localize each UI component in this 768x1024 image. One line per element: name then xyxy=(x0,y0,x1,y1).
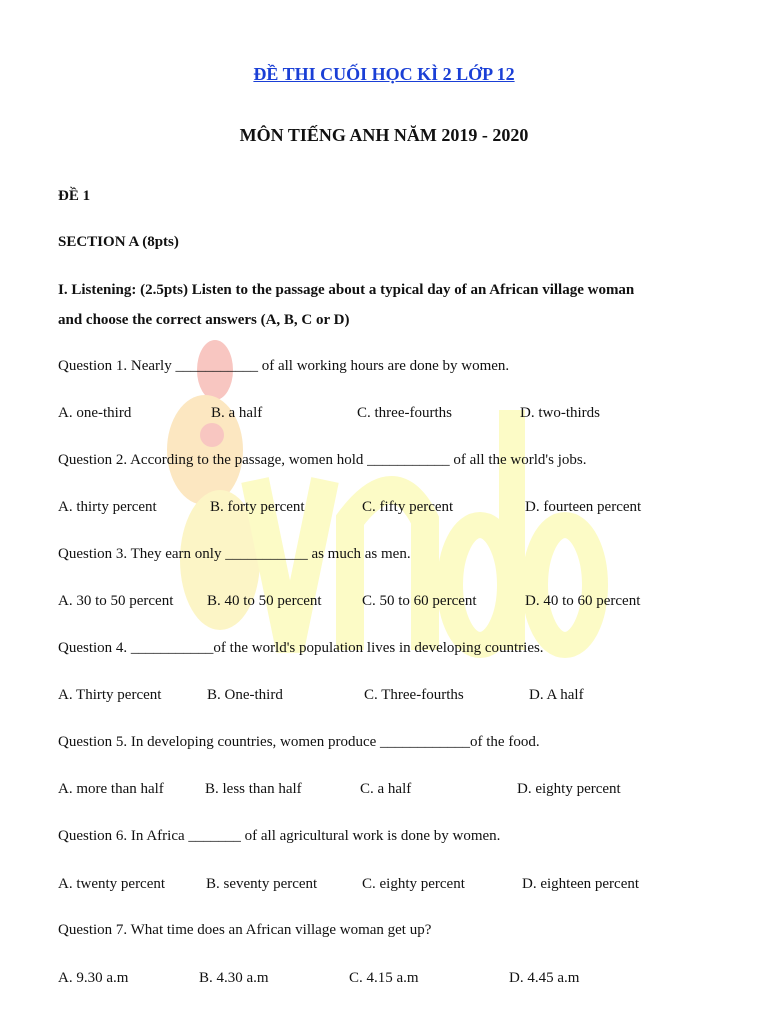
answer-option: D. 4.45 a.m xyxy=(509,970,580,986)
answer-option: C. fifty percent xyxy=(362,499,454,515)
document-title-link[interactable]: ĐỀ THI CUỐI HỌC KÌ 2 LỚP 12 xyxy=(253,64,515,84)
answer-option: A. one-third xyxy=(58,405,132,421)
answer-option: D. eighty percent xyxy=(517,781,621,797)
answer-option: B. 40 to 50 percent xyxy=(207,593,322,609)
answer-option: B. One-third xyxy=(207,687,283,703)
answer-option: B. seventy percent xyxy=(206,876,318,892)
answer-option: A. thirty percent xyxy=(58,499,157,515)
listening-instruction-line-2: and choose the correct answers (A, B, C or D) xyxy=(58,312,350,328)
question-text: Question 6. In Africa _______ of all agricultural work is done by women. xyxy=(58,828,501,844)
answer-option: C. Three-fourths xyxy=(364,687,464,703)
answer-option: C. 4.15 a.m xyxy=(349,970,419,986)
answer-option: D. two-thirds xyxy=(520,405,600,421)
answer-option: B. 4.30 a.m xyxy=(199,970,269,986)
answer-option: A. 9.30 a.m xyxy=(58,970,129,986)
answer-option: C. eighty percent xyxy=(362,876,465,892)
answer-option: D. A half xyxy=(529,687,584,703)
answer-option: B. forty percent xyxy=(210,499,305,515)
answer-option: C. a half xyxy=(360,781,412,797)
question-text: Question 5. In developing countries, women produce ____________of the food. xyxy=(58,734,540,750)
answer-option: C. three-fourths xyxy=(357,405,452,421)
answer-option: D. eighteen percent xyxy=(522,876,640,892)
answer-option: D. 40 to 60 percent xyxy=(525,593,641,609)
answer-option: A. more than half xyxy=(58,781,164,797)
question-text: Question 4. ___________of the world's population lives in developing countries. xyxy=(58,640,544,656)
question-text: Question 2. According to the passage, women hold ___________ of all the world's jobs. xyxy=(58,452,587,468)
section-heading: SECTION A (8pts) xyxy=(58,234,179,250)
answer-option: A. 30 to 50 percent xyxy=(58,593,174,609)
question-text: Question 3. They earn only ___________ as much as men. xyxy=(58,546,411,562)
document-subtitle: MÔN TIẾNG ANH NĂM 2019 - 2020 xyxy=(239,125,529,145)
answer-option: D. fourteen percent xyxy=(525,499,642,515)
answer-option: A. Thirty percent xyxy=(58,687,162,703)
question-text: Question 7. What time does an African village woman get up? xyxy=(58,922,432,938)
question-text: Question 1. Nearly ___________ of all working hours are done by women. xyxy=(58,358,510,374)
answer-option: C. 50 to 60 percent xyxy=(362,593,477,609)
answer-option: A. twenty percent xyxy=(58,876,166,892)
listening-instruction-line-1: I. Listening: (2.5pts) Listen to the passage about a typical day of an African village woman xyxy=(58,282,635,298)
answer-option: B. less than half xyxy=(205,781,302,797)
exam-code: ĐỀ 1 xyxy=(58,188,91,204)
answer-option: B. a half xyxy=(211,405,263,421)
